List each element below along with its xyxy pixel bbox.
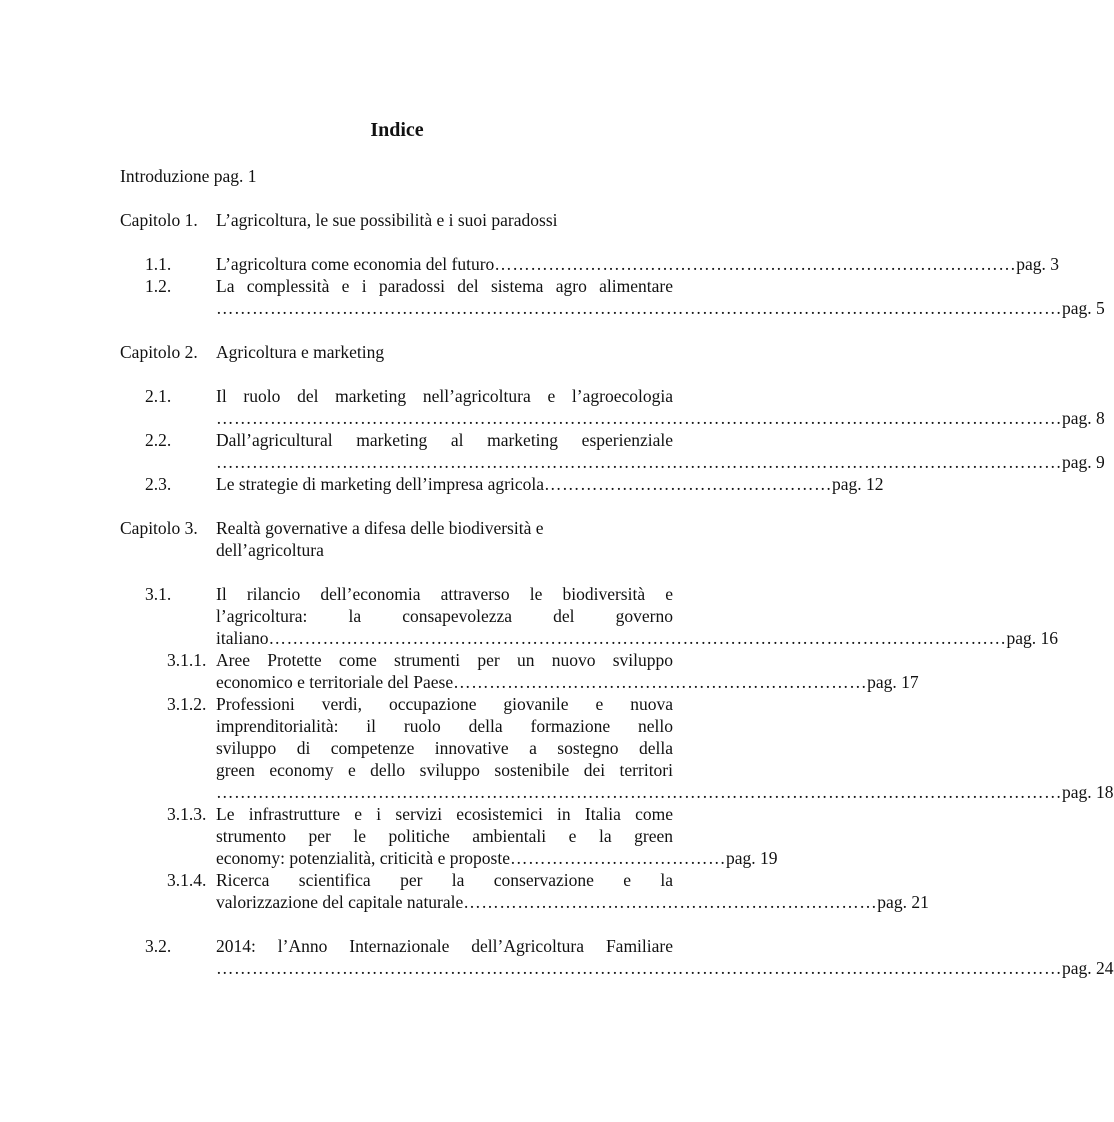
section-2-1-title: Il ruolo del marketing nell’agricoltura e l’agroecologia	[216, 386, 673, 406]
chapter-1-label: Capitolo 1.	[120, 210, 198, 230]
intro-entry: Introduzione pag. 1	[120, 166, 257, 186]
section-2-3-number: 2.3.	[145, 474, 172, 494]
section-3-1-title-line-2: l’agricoltura: la consapevolezza del governo	[216, 606, 673, 626]
section-3-1-2-title-line-4: green economy e dello sviluppo sostenibile dei territori	[216, 760, 673, 780]
dot-leader: ……………………………………………………………………………………………………………………………	[216, 782, 1062, 802]
dot-leader: ……………………………………………………………………………………………………………………………	[216, 958, 1062, 978]
section-2-2-number: 2.2.	[145, 430, 172, 450]
section-3-1-1-page: pag. 17	[867, 672, 919, 692]
dot-leader: ………………………………	[510, 848, 726, 868]
dot-leader: ……………………………………………………………………………………………………………………………	[216, 452, 1062, 472]
section-3-1-4-page: pag. 21	[877, 892, 929, 912]
dot-leader: …………………………………………	[544, 474, 832, 494]
chapter-1-title: L’agricoltura, le sue possibilità e i suoi paradossi	[216, 210, 558, 230]
section-2-2-title: Dall’agricultural marketing al marketing esperienziale	[216, 430, 673, 450]
dot-leader: ……………………………………………………………………………………………………………………………	[216, 298, 1062, 318]
section-1-1-entry	[216, 253, 1060, 275]
section-2-1-number: 2.1.	[145, 386, 172, 406]
section-3-1-2-number: 3.1.2.	[167, 694, 207, 714]
dot-leader: ……………………………………………………………………………………………………………	[268, 628, 1007, 648]
section-3-2-number: 3.2.	[145, 936, 172, 956]
section-3-1-3-page: pag. 19	[726, 848, 778, 868]
section-1-1-page: pag. 3	[1016, 254, 1060, 274]
dot-leader: ……………………………………………………………	[463, 892, 878, 912]
chapter-3-title-line-1: Realtà governative a difesa delle biodiversità e	[216, 518, 544, 538]
section-3-1-2-title-line-2: imprenditorialità: il ruolo della formazione nello	[216, 716, 673, 736]
section-3-1-4-entry-line-2	[216, 891, 929, 913]
section-1-2-leader	[216, 297, 1105, 319]
dot-leader: ……………………………………………………………………………………………………………………………	[216, 408, 1062, 428]
section-3-1-2-page: pag. 18	[1062, 782, 1114, 802]
section-3-1-3-title-line-1: Le infrastrutture e i servizi ecosistemici in Italia come	[216, 804, 673, 824]
section-3-1-3-title-line-3: economy: potenzialità, criticità e proposte	[216, 848, 510, 868]
section-2-3-title: Le strategie di marketing dell’impresa agricola	[216, 474, 544, 494]
section-2-3-entry	[216, 473, 884, 495]
section-3-1-1-entry-line-2	[216, 671, 919, 693]
dot-leader: ……………………………………………………………	[453, 672, 868, 692]
chapter-3-label: Capitolo 3.	[120, 518, 198, 538]
section-1-2-title: La complessità e i paradossi del sistema agro alimentare	[216, 276, 673, 296]
section-3-1-number: 3.1.	[145, 584, 172, 604]
section-3-1-1-title-line-1: Aree Protette come strumenti per un nuovo sviluppo	[216, 650, 673, 670]
section-2-2-leader	[216, 451, 1105, 473]
section-1-2-number: 1.2.	[145, 276, 172, 296]
section-3-1-2-title-line-3: sviluppo di competenze innovative a sostegno della	[216, 738, 673, 758]
section-3-1-1-title-line-2: economico e territoriale del Paese	[216, 672, 454, 692]
section-2-1-page: pag. 8	[1062, 408, 1105, 428]
chapter-2-title: Agricoltura e marketing	[216, 342, 385, 362]
section-3-1-2-title-line-1: Professioni verdi, occupazione giovanile e nuova	[216, 694, 673, 714]
section-3-1-entry-line-3	[216, 627, 1059, 649]
section-1-1-number: 1.1.	[145, 254, 172, 274]
section-1-1-title: L’agricoltura come economia del futuro	[216, 254, 495, 274]
section-3-2-page: pag. 24	[1062, 958, 1114, 978]
section-3-1-title-line-3: italiano	[216, 628, 269, 648]
section-2-3-page: pag. 12	[832, 474, 884, 494]
section-1-2-page: pag. 5	[1062, 298, 1105, 318]
section-3-2-leader	[216, 957, 1114, 979]
section-2-2-page: pag. 9	[1062, 452, 1105, 472]
section-3-1-4-title-line-2: valorizzazione del capitale naturale	[216, 892, 464, 912]
section-2-1-leader	[216, 407, 1105, 429]
section-3-1-page: pag. 16	[1006, 628, 1059, 648]
section-3-1-4-title-line-1: Ricerca scientifica per la conservazione e la	[216, 870, 673, 890]
chapter-3-title-line-2: dell’agricoltura	[216, 540, 324, 560]
section-3-2-title: 2014: l’Anno Internazionale dell’Agricoltura Familiare	[216, 936, 673, 956]
page-title: Indice	[370, 119, 424, 141]
section-3-1-1-number: 3.1.1.	[167, 650, 207, 670]
chapter-2-label: Capitolo 2.	[120, 342, 198, 362]
dot-leader: ……………………………………………………………………………	[494, 254, 1017, 274]
section-3-1-2-leader	[216, 781, 1114, 803]
section-3-1-3-number: 3.1.3.	[167, 804, 207, 824]
section-3-1-3-title-line-2: strumento per le politiche ambientali e la green	[216, 826, 673, 846]
section-3-1-4-number: 3.1.4.	[167, 870, 207, 890]
section-3-1-title-line-1: Il rilancio dell’economia attraverso le biodiversità e	[216, 584, 673, 604]
section-3-1-3-entry-line-3	[216, 847, 778, 869]
